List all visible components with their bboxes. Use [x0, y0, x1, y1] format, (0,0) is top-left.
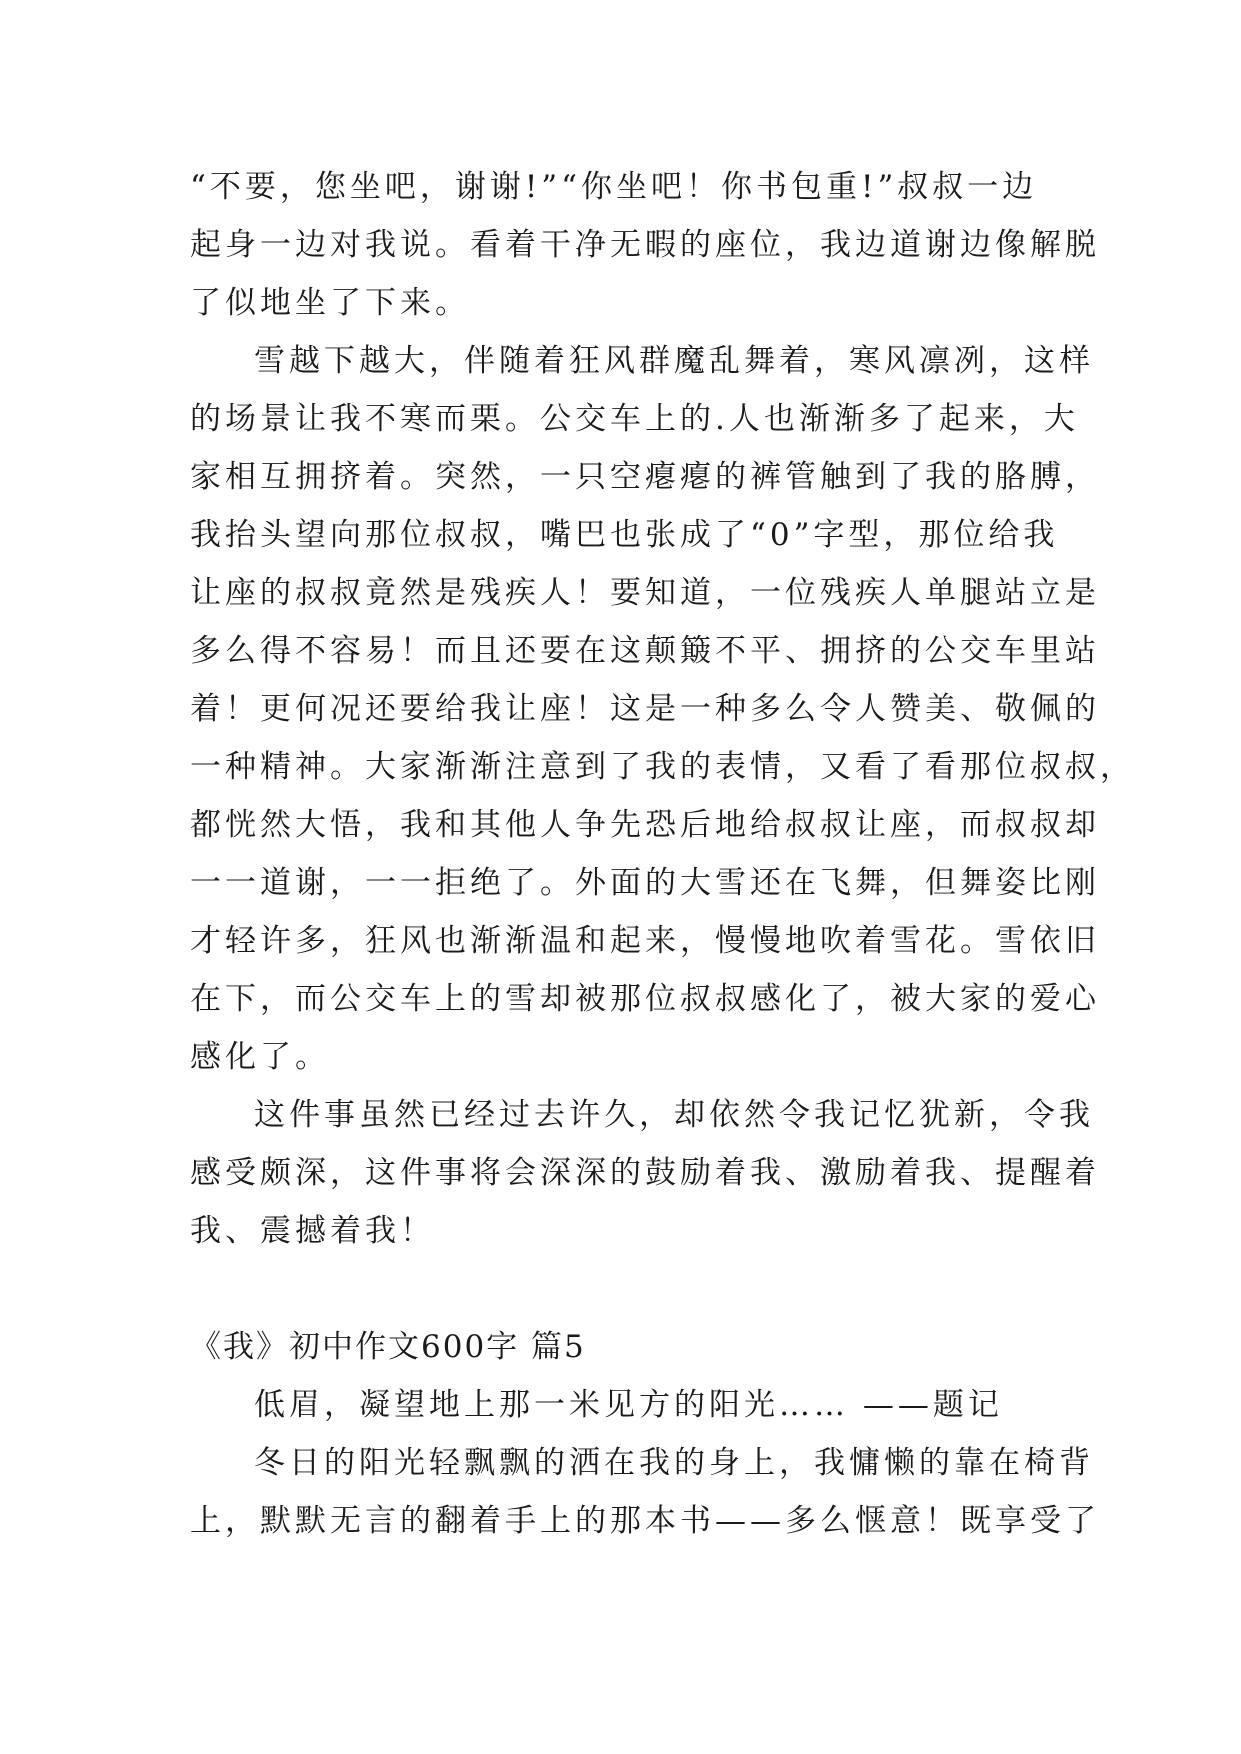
text-line: 了似地坐了下来。 — [190, 285, 470, 321]
text-line: 的场景让我不寒而栗。公交车上的.人也渐渐多了起来，大 — [190, 401, 1079, 437]
paragraph-reflection — [190, 1086, 1100, 1260]
text-line: 多么得不容易！而且还要在这颠簸不平、拥挤的公交车里站 — [190, 633, 1100, 669]
text-line: 着！更何况还要给我让座！这是一种多么令人赞美、敬佩的 — [190, 691, 1100, 727]
epigraph: 低眉，凝望地上那一米见方的阳光…… ——题记 — [254, 1387, 1003, 1423]
text-line: “不要，您坐吧，谢谢!”“你坐吧！你书包重!”叔叔一边 — [190, 169, 1038, 205]
paragraph-snow — [190, 332, 1135, 1086]
text-line: 感受颇深，这件事将会深深的鼓励着我、激励着我、提醒着 — [190, 1155, 1100, 1191]
text-line: 感化了。 — [190, 1039, 330, 1075]
text-line: 家相互拥挤着。突然，一只空瘪瘪的裤管触到了我的胳膊， — [190, 459, 1100, 495]
text-line: 这件事虽然已经过去许久，却依然令我记忆犹新，令我 — [254, 1097, 1094, 1133]
text-line: 冬日的阳光轻飘飘的洒在我的身上，我慵懒的靠在椅背 — [254, 1445, 1094, 1481]
text-line: 我、震撼着我！ — [190, 1213, 435, 1249]
text-line: 起身一边对我说。看着干净无暇的座位，我边道谢边像解脱 — [190, 227, 1100, 263]
text-line: 雪越下越大，伴随着狂风群魔乱舞着，寒风凛冽，这样 — [254, 343, 1094, 379]
section-spacer — [190, 1260, 1050, 1318]
text-line: 我抬头望向那位叔叔，嘴巴也张成了“0”字型，那位给我 — [190, 517, 1059, 553]
text-line: 都恍然大悟，我和其他人争先恐后地给叔叔让座，而叔叔却 — [190, 807, 1100, 843]
text-line: 一种精神。大家渐渐注意到了我的表情，又看了看那位叔叔， — [190, 749, 1135, 785]
paragraph-sunlight — [190, 1434, 1100, 1550]
text-line: 在下，而公交车上的雪却被那位叔叔感化了，被大家的爱心 — [190, 981, 1100, 1017]
text-line: 才轻许多，狂风也渐渐温和起来，慢慢地吹着雪花。雪依旧 — [190, 923, 1100, 959]
text-line: 一一道谢，一一拒绝了。外面的大雪还在飞舞，但舞姿比刚 — [190, 865, 1100, 901]
section-heading: 《我》初中作文600字 篇5 — [190, 1329, 586, 1365]
text-line: 让座的叔叔竟然是残疾人！要知道，一位残疾人单腿站立是 — [190, 575, 1100, 611]
paragraph-dialogue — [190, 158, 1100, 332]
text-line: 上，默默无言的翻着手上的那本书——多么惬意！既享受了 — [190, 1503, 1100, 1539]
document-body — [190, 158, 1135, 1550]
